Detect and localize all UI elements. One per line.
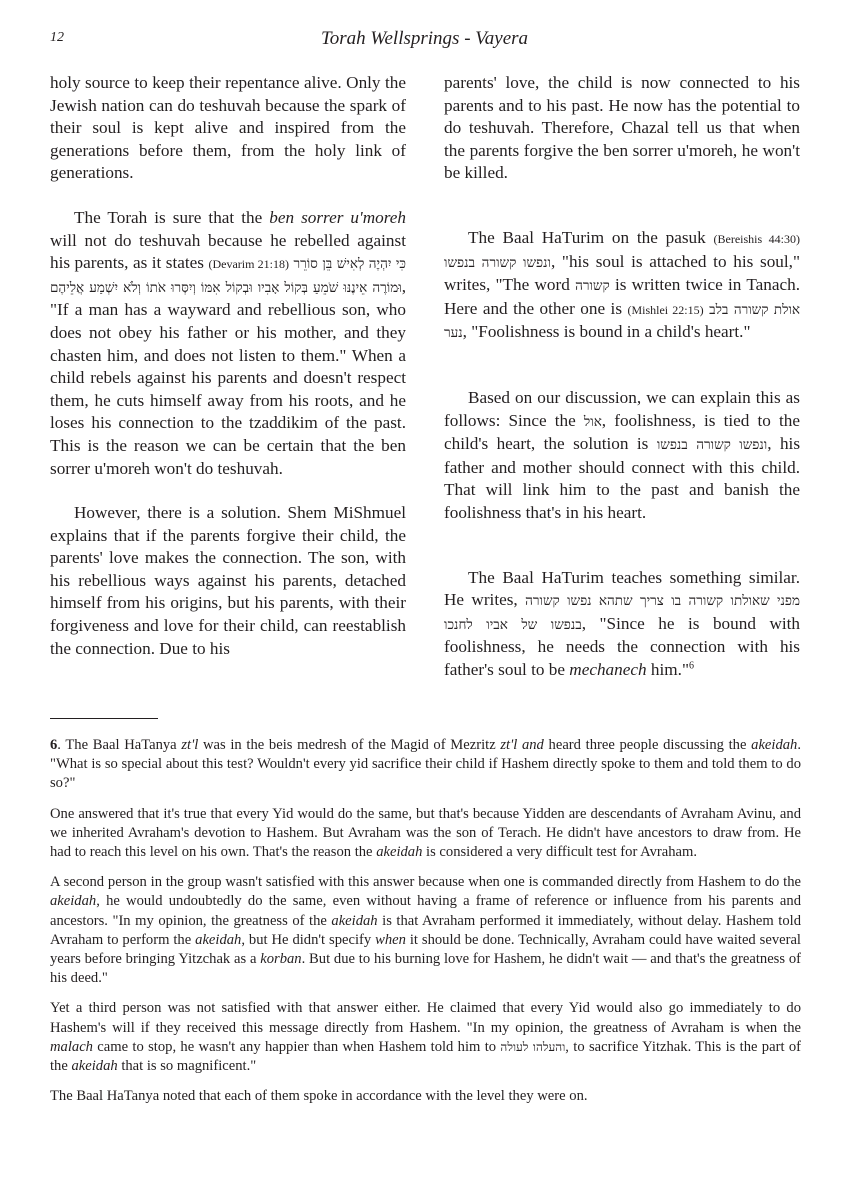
text: , "Since he is bound with foolishness, he needs the connection with his father's soul to be	[444, 613, 801, 679]
text: . "What is so special about this test? Wouldn't every yid sacrifice their child if Hashem directly spoke to them and told them to do so?"	[50, 737, 801, 792]
footnote-6	[50, 736, 801, 794]
text: that is so magnificent."	[117, 1058, 257, 1075]
text: , "If a man has a wayward and rebellious son, who does not obey his father or his mother, and they chasten him, and does not listen to them." When a child rebels against his parents and doesn't respect them, he cuts himself away from his roots, and he loses his connection to the tzaddikim of the past. This is the reason we can be certain that the ben sorrer u'moreh won't do teshuvah.	[50, 276, 406, 478]
text: , to sacrifice Yitzhak. This is the part of the	[50, 1038, 801, 1075]
text: , foolishness, is tied to the child's heart, the solution is	[444, 410, 800, 454]
footnote-separator	[50, 718, 158, 719]
italic-term: korban	[260, 951, 302, 968]
footnote-paragraph-2	[50, 805, 801, 863]
citation: (Bereishis 44:30)	[713, 231, 800, 246]
italic-term: ben sorrer u'moreh	[269, 207, 406, 227]
text: A second person in the group wasn't satisfied with this answer because when one is commanded directly from Hashem to do the	[50, 874, 801, 891]
left-column	[50, 72, 406, 682]
hebrew-quote: מפני שאולתו קשורה בו צריך שתהא נפשו קשורה בנפשו של אביו לחנכו	[444, 593, 800, 633]
running-title: Torah Wellsprings - Vayera	[320, 28, 529, 49]
italic-term: mechanech	[569, 659, 647, 679]
italic-term: akeidah	[751, 737, 798, 753]
hebrew-word: קשורה	[575, 278, 610, 295]
text: The Torah is sure that the	[74, 207, 270, 227]
hebrew-quote: ונפשו קשורה בנפשו	[444, 254, 551, 271]
left-paragraph-3: However, there is a solution. Shem MiShmuel explains that if the parents forgive their child, the parents' love makes the connection. The son, with his rebellious ways against his parents, detached himself from his origins, but his parents, with their forgiveness and love for their child, can reestablish the connection. Due to his	[50, 503, 406, 658]
footnote-paragraph-4	[50, 999, 801, 1076]
footnote-reference[interactable]: 6	[688, 660, 694, 672]
footnote-paragraph-5: The Baal HaTanya noted that each of them spoke in accordance with the level they were on.	[50, 1088, 588, 1105]
text: , "Foolishness is bound in a child's heart."	[462, 322, 751, 342]
text: , but He didn't specify	[241, 931, 376, 948]
text: , he would undoubtedly do the same, even without having a frame of reference or influence from his parents and ancestors. "In my opinion, the greatness of the	[50, 893, 801, 929]
italic-term: akeidah	[331, 912, 378, 929]
right-column	[444, 72, 800, 703]
text: . The Baal HaTanya	[57, 737, 182, 753]
page-header	[50, 28, 799, 52]
italic-term: when	[375, 931, 406, 948]
hebrew-quote: אולת קשורה בלב נער	[444, 301, 800, 342]
text: him."	[646, 659, 689, 679]
text: The Baal HaTurim on the pasuk	[468, 227, 714, 247]
hebrew-word: אול	[583, 413, 602, 430]
text: is that Avraham performed it immediately, without delay. Hashem told Avraham to perform the	[50, 912, 801, 948]
citation: (Mishlei 22:15)	[627, 302, 704, 317]
text: it should be done. Technically, Avraham could have waited several years before bringing Yitzchak as a	[50, 931, 801, 968]
text: heard three people discussing the	[543, 737, 752, 753]
text: Based on our discussion, we can explain this as follows: Since the	[444, 387, 800, 430]
footnote-paragraph-3	[50, 873, 801, 988]
text: was in the beis medresh of the Magid of Mezritz	[198, 737, 501, 753]
hebrew-quote: והעלהו לעולה	[500, 1039, 566, 1054]
text: One answered that it's true that every Yid would do the same, but that's because Yidden are descendants of Avraham Avinu, and we inherited Avraham's devotion to Hashem. But Avraham was the son of Terach. He didn't have ancestors to draw from. He had to reach this level on his own. That's the reason the	[50, 805, 801, 861]
italic-term: akeidah	[376, 844, 423, 861]
text: The Baal HaTurim teaches something similar. He writes,	[444, 567, 800, 610]
left-paragraph-2	[50, 207, 406, 480]
right-paragraph-1: parents' love, the child is now connected to his parents and to his past. He now has the potential to do teshuvah. Therefore, Chazal tell us that when the parents forgive the ben sorrer u'moreh, he won't be killed.	[444, 73, 800, 183]
text: came to stop, he wasn't any happier than when Hashem told him to	[92, 1038, 501, 1055]
right-paragraph-4	[444, 567, 800, 682]
text: Yet a third person was not satisfied with that answer either. He claimed that every Yid would also go immediately to do Hashem's will if they received this message directly from Hashem. "In my opinion, the greatness of Avraham is when the	[50, 1000, 801, 1036]
text: is considered a very difficult test for Avraham.	[422, 844, 698, 861]
text: is written twice in Tanach. Here and the other one is	[444, 275, 800, 318]
right-paragraph-2	[444, 227, 800, 345]
text: , "his soul is attached to his soul," writes, "The word	[444, 251, 800, 295]
italic-term: akeidah	[71, 1058, 118, 1075]
italic-term: zt'l and	[500, 737, 544, 753]
hebrew-quote: כִּי יִהְיֶה לְאִישׁ בֵּן סוֹרֵר וּמוֹרֶה אֵינֶנּוּ שֹׁמֵעַ בְּקוֹל אָבִיו וּבְקוֹל אִמּוֹ וְיִסְּרוּ אֹתוֹ וְלֹא יִשְׁמַע אֲלֵיהֶם	[50, 256, 406, 296]
footnote-number: 6	[50, 737, 58, 753]
citation: (Devarim 21:18)	[208, 257, 289, 272]
text: will not do teshuvah because he rebelled against his parents, as it states	[50, 230, 406, 273]
italic-term: akeidah	[50, 893, 97, 910]
right-paragraph-3	[444, 387, 800, 525]
page-number: 12	[50, 30, 64, 45]
hebrew-quote: ונפשו קשורה בנפשו	[656, 437, 768, 454]
text: . But due to his burning love for Hashem, he didn't wait — and that's the greatness of his deed."	[50, 951, 801, 987]
italic-term: akeidah	[195, 931, 242, 948]
footnotes	[50, 736, 801, 1117]
italic-term: malach	[50, 1038, 93, 1055]
italic-term: zt'l	[181, 737, 199, 753]
text: , his father and mother should connect with this child. That will link him to the past and banish the foolishness that's in his heart.	[444, 434, 801, 522]
left-paragraph-1: holy source to keep their repentance alive. Only the Jewish nation can do teshuvah because the spark of their soul is kept alive and inspired from the generations before them, from the holy link of generations.	[50, 73, 406, 183]
